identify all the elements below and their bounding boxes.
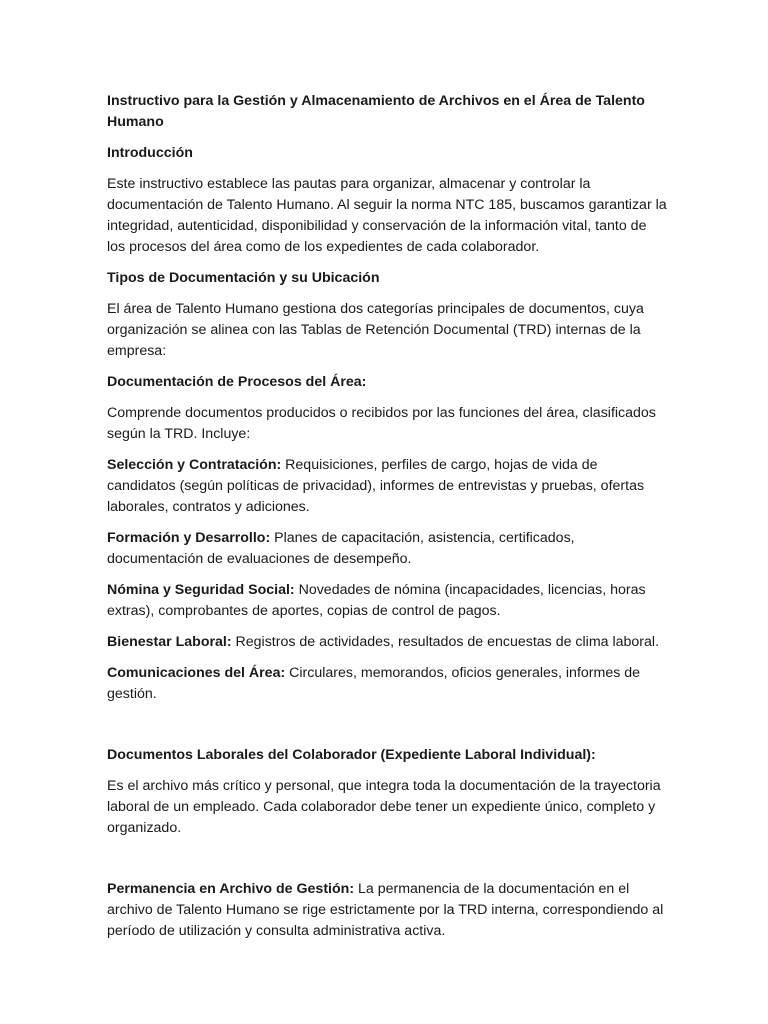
item-label: Bienestar Laboral: (107, 634, 232, 650)
item-label: Comunicaciones del Área: (107, 665, 286, 681)
process-paragraph: Comprende documentos producidos o recibidos por las funciones del área, clasificados según la TRD. Incluye: (107, 405, 656, 442)
item-text: Novedades de nómina (incapacidades, licencias, horas extras), comprobantes de aportes, copias de control de pagos. (107, 582, 646, 619)
list-item-payroll (107, 580, 667, 622)
permanence-text: La permanencia de la documentación en el archivo de Talento Humano se rige estrictamente por la TRD interna, correspondiendo al período de utilización y consulta administrativa activa. (107, 881, 664, 939)
item-text: Requisiciones, perfiles de cargo, hojas de vida de candidatos (según políticas de privacidad), informes de entrevistas y pruebas, ofertas laborales, contratos y adiciones. (107, 457, 645, 515)
intro-heading: Introducción (107, 145, 193, 161)
item-label: Formación y Desarrollo: (107, 530, 271, 546)
types-heading: Tipos de Documentación y su Ubicación (107, 270, 380, 286)
list-item-communications (107, 663, 667, 705)
list-item-selection (107, 455, 667, 518)
permanence-paragraph (107, 879, 667, 942)
item-text: Registros de actividades, resultados de encuestas de clima laboral. (231, 634, 660, 650)
item-text: Circulares, memorandos, oficios generales, informes de gestión. (107, 665, 641, 702)
list-item-training (107, 528, 667, 570)
process-heading: Documentación de Procesos del Área: (107, 374, 367, 390)
labor-heading: Documentos Laborales del Colaborador (Expediente Laboral Individual): (107, 747, 596, 763)
document-content (107, 91, 667, 952)
labor-paragraph: Es el archivo más crítico y personal, que integra toda la documentación de la trayectoria laboral de un empleado. Cada colaborador debe tener un expediente único, completo y organizado. (107, 778, 661, 836)
types-paragraph: El área de Talento Humano gestiona dos categorías principales de documentos, cuya organización se alinea con las Tablas de Retención Documental (TRD) internas de la empresa: (107, 301, 644, 359)
permanence-label: Permanencia en Archivo de Gestión: (107, 881, 355, 897)
item-text: Planes de capacitación, asistencia, certificados, documentación de evaluaciones de desempeño. (107, 530, 575, 567)
intro-paragraph: Este instructivo establece las pautas para organizar, almacenar y controlar la documentación de Talento Humano. Al seguir la norma NTC 185, buscamos garantizar la integridad, autenticidad, disponibilidad y conservación de la información vital, tanto de los procesos del área como de los expedientes de cada colaborador. (107, 176, 667, 255)
document-title: Instructivo para la Gestión y Almacenamiento de Archivos en el Área de Talento Humano (107, 93, 645, 130)
list-item-wellbeing (107, 632, 667, 653)
item-label: Nómina y Seguridad Social: (107, 582, 295, 598)
item-label: Selección y Contratación: (107, 457, 282, 473)
